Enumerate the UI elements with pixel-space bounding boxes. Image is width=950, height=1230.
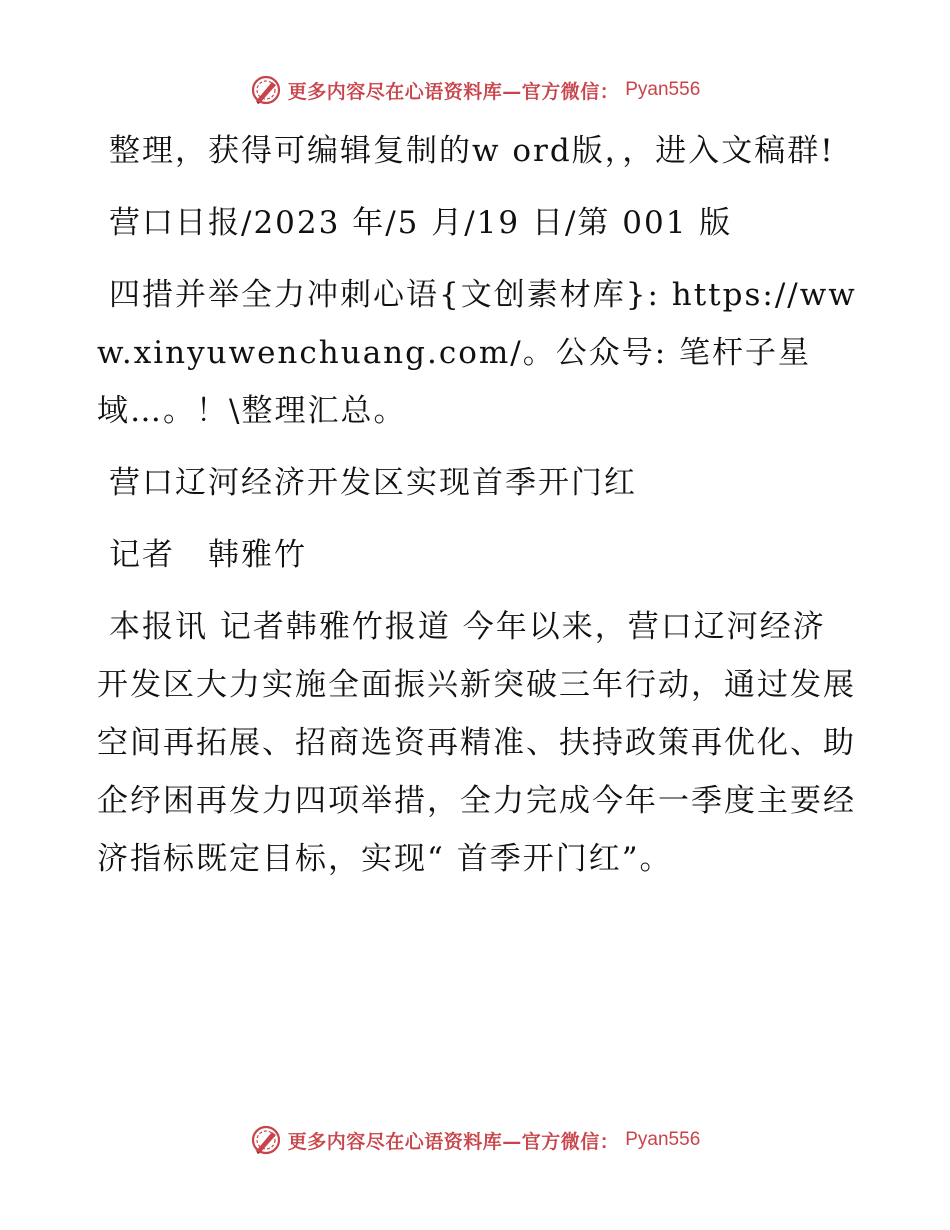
- footer-banner: [0, 1122, 950, 1158]
- paragraph-subheadline: 营口辽河经济开发区实现首季开门红: [109, 465, 637, 501]
- pen-logo-icon: [250, 74, 282, 106]
- header-banner: [0, 72, 950, 108]
- paragraph-byline: 记者 韩雅竹: [109, 537, 307, 573]
- paragraph-body: 本报讯 记者韩雅竹报道 今年以来，营口辽河经济开发区大力实施全面振兴新突破三年行动，通过发展空间再拓展、招商选资再精准、扶持政策再优化、助企纾困再发力四项举措，全力完成今年一季度主要经济指标既定目标，实现“ 首季开门红”。: [97, 609, 856, 877]
- pen-logo-icon: [250, 1124, 282, 1156]
- paragraph-source: 营口日报/2023 年/5 月/19 日/第 001 版: [109, 205, 733, 241]
- banner-text: 更多内容尽在心语资料库—官方微信：: [287, 1130, 620, 1153]
- document-body: [97, 122, 857, 902]
- paragraph-intro: 整理，获得可编辑复制的w ord版，，进入文稿群!: [109, 133, 835, 169]
- banner-wechat-id: Pyan556: [625, 79, 701, 100]
- paragraph-headline: 四措并举全力冲刺心语{文创素材库}: https://www.xinyuwenchuang.com/。公众号: 笔杆子星域…。！\整理汇总。: [97, 277, 857, 429]
- banner-text: 更多内容尽在心语资料库—官方微信：: [287, 80, 620, 103]
- banner-wechat-id: Pyan556: [625, 1129, 701, 1150]
